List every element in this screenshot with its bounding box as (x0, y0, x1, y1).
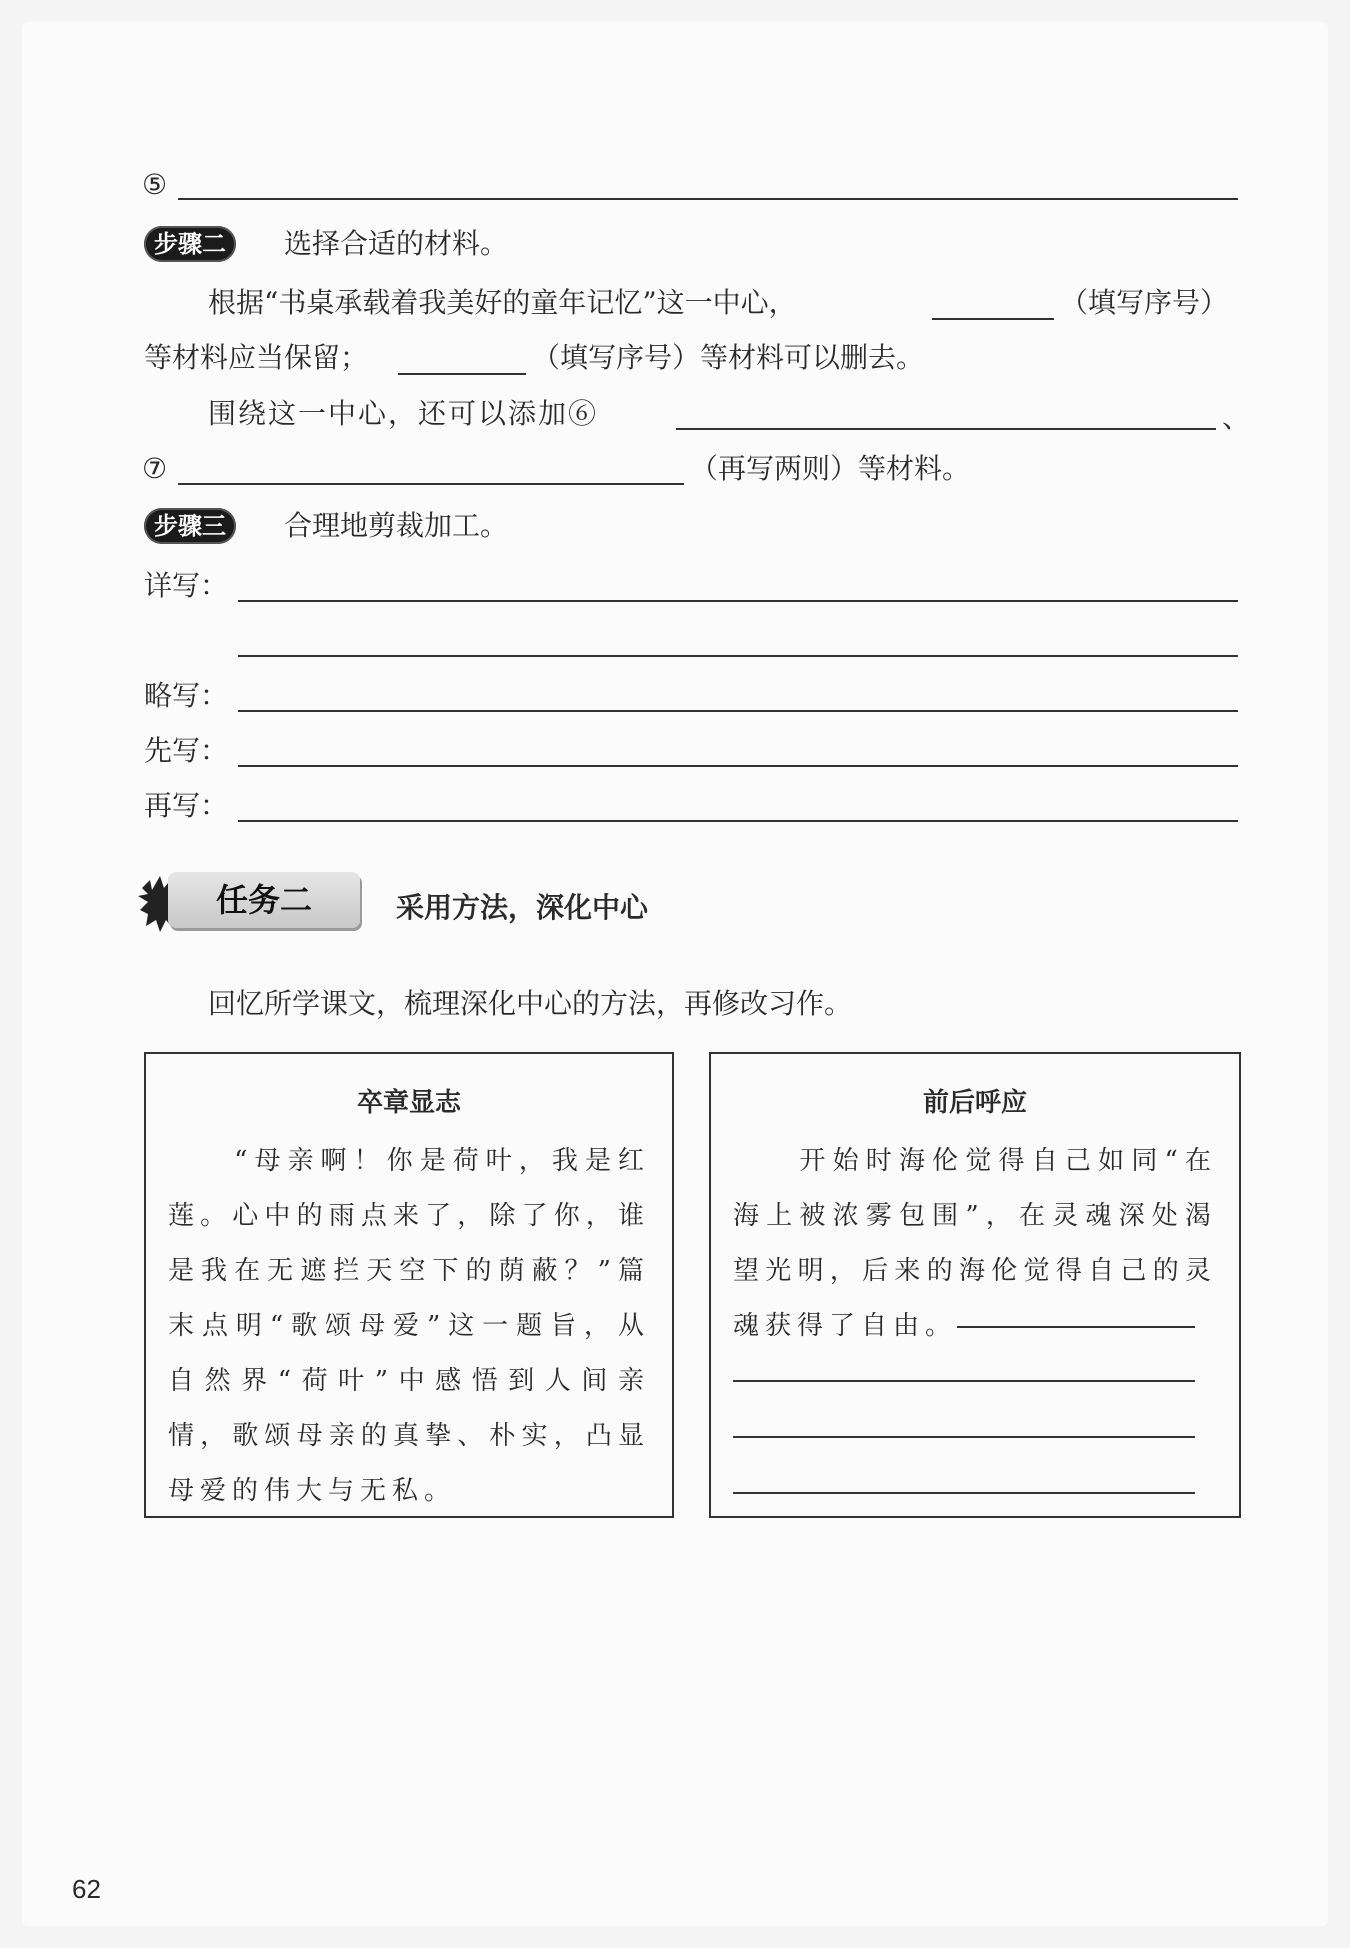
right-card-answer-line-3[interactable] (733, 1436, 1195, 1438)
detail-line-2[interactable] (238, 655, 1238, 657)
step2-title: 选择合适的材料。 (284, 227, 509, 260)
method-card-right (709, 1052, 1241, 1518)
step2-para1-b: （填写序号） (1060, 286, 1229, 319)
step2-para1-d: （填写序号）等材料可以删去。 (532, 341, 925, 374)
step2-badge: 步骤二 (144, 226, 236, 262)
item-5-answer-line[interactable] (178, 198, 1238, 200)
keep-items-blank[interactable] (932, 318, 1054, 320)
page-number: 62 (72, 1874, 101, 1904)
right-card-answer-line-2[interactable] (733, 1380, 1195, 1382)
step2-para1-a: 根据“书桌承载着我美好的童年记忆”这一中心， (208, 286, 797, 319)
step2-para2-c: （再写两则）等材料。 (690, 452, 971, 485)
added-material-7-line[interactable] (178, 483, 684, 485)
right-card-answer-line-4[interactable] (733, 1492, 1195, 1494)
item-5-marker: ⑤ (142, 168, 168, 201)
task2-tab: 任务二 (168, 872, 360, 928)
method-card-right-body: 开始时海伦觉得自己如同“在海上被浓雾包围”，在灵魂深处渴望光明，后来的海伦觉得自己的灵魂获得了自由。 (733, 1146, 1217, 1341)
added-material-6-line[interactable] (676, 428, 1216, 430)
then-line[interactable] (238, 820, 1238, 822)
delete-items-blank[interactable] (398, 373, 526, 375)
detail-line-1[interactable] (238, 600, 1238, 602)
detail-label: 详写： (144, 569, 229, 602)
method-card-left (144, 1052, 674, 1518)
method-card-left-body: “母亲啊！你是荷叶，我是红莲。心中的雨点来了，除了你，谁是我在无遮拦天空下的荫蔽？”篇末点明“歌颂母爱”这一题旨，从自然界“荷叶”中感悟到人间亲情，歌颂母亲的真挚、朴实，凸显母爱的伟大与无私。 (168, 1146, 650, 1506)
right-card-answer-line-1[interactable] (957, 1326, 1195, 1328)
step2-para2-sep: 、 (1222, 401, 1251, 434)
task2-title: 采用方法，深化中心 (396, 891, 649, 924)
first-label: 先写： (144, 734, 229, 767)
brief-label: 略写： (144, 679, 229, 712)
first-line[interactable] (238, 765, 1238, 767)
step2-para1-c: 等材料应当保留； (144, 341, 369, 374)
step3-title: 合理地剪裁加工。 (284, 509, 509, 542)
brief-line[interactable] (238, 710, 1238, 712)
method-card-right-title: 前后呼应 (922, 1088, 1027, 1118)
task2-instruction: 回忆所学课文，梳理深化中心的方法，再修改习作。 (208, 987, 853, 1020)
then-label: 再写： (144, 789, 229, 822)
step3-badge: 步骤三 (144, 508, 236, 544)
method-card-left-title: 卒章显志 (356, 1088, 461, 1118)
step2-para2-a: 围绕这一中心，还可以添加⑥ (208, 397, 599, 430)
step2-para2-b: ⑦ (142, 452, 168, 485)
